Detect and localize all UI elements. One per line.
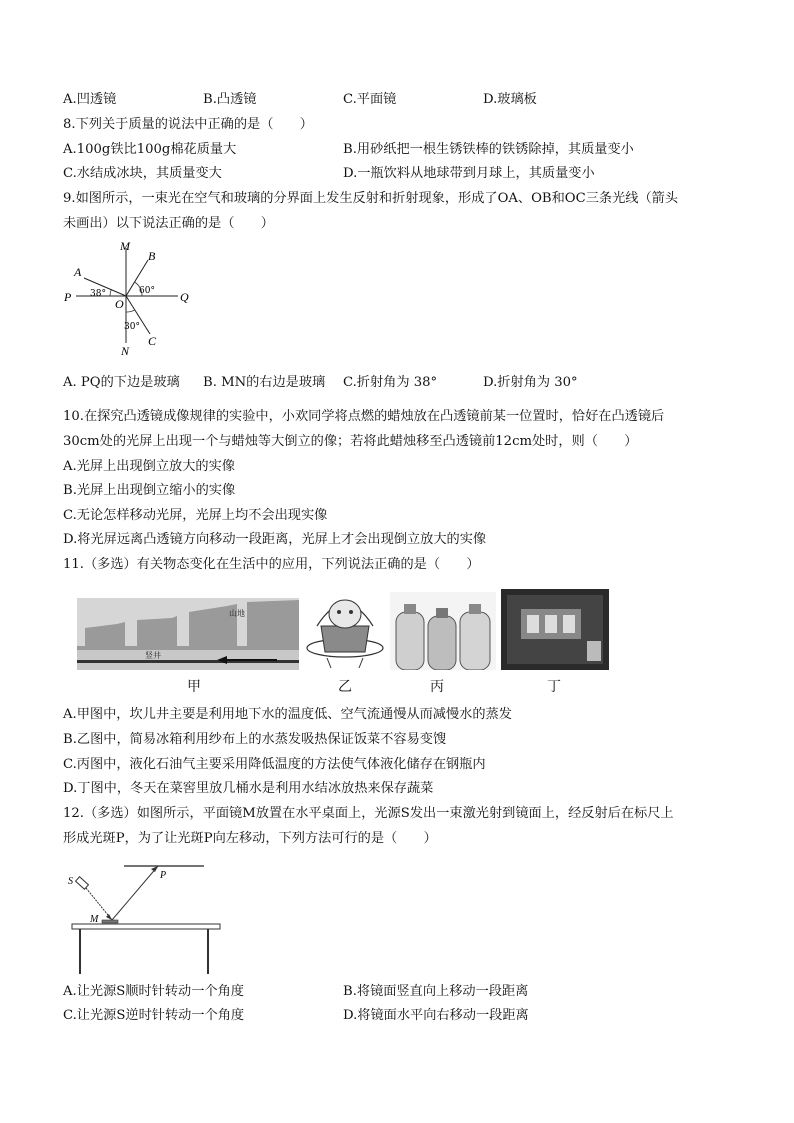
q9-option-a: A. PQ的下边是玻璃 [63,375,180,390]
label-a: A [74,265,82,279]
label-shandi: 山地 [229,609,245,618]
mirror-m [102,920,118,923]
q8-stem: 8.下列关于质量的说法中正确的是（ ） [63,117,313,132]
q10-option-a: A.光屏上出现倒立放大的实像 [63,459,235,474]
label-n: N [121,344,130,358]
angle-label-38: 38° [90,289,106,299]
q9-option-b: B. MN的右边是玻璃 [203,375,326,390]
angle-label-30: 30° [124,322,140,332]
q12-stem-line1: 12.（多选）如图所示，平面镜M放置在水平桌面上，光源S发出一束激光射到镜面上，经反射后在标尺上 [63,806,674,821]
q11-figure-yi-basket [303,586,387,670]
angle-arc-38 [110,289,112,296]
label-b: B [148,249,156,263]
q12-option-d: D.将镜面水平向右移动一段距离 [343,1008,529,1023]
caption-jia: 甲 [187,679,201,695]
q9-light-diagram [60,238,200,363]
q10-stem-line2: 30cm处的光屏上出现一个与蜡烛等大倒立的像；若将此蜡烛移至凸透镜前12cm处时，则（ ） [63,434,638,449]
caption-ding: 丁 [547,679,561,695]
label-c: C [148,334,157,348]
q8-option-a: A.100g铁比100g棉花质量大 [63,142,237,157]
label-s: S [68,876,73,887]
q11-figure-ding-cellar [501,589,609,670]
q8-option-d: D.一瓶饮料从地球带到月球上，其质量变小 [343,166,595,181]
label-shujing: 竖井 [145,651,161,660]
label-p: P [64,290,72,304]
q11-option-c: C.丙图中，液化石油气主要采用降低温度的方法使气体液化储存在钢瓶内 [63,757,486,772]
q9-stem-line1: 9.如图所示，一束光在空气和玻璃的分界面上发生反射和折射现象，形成了OA、OB和OC三条光线（箭头 [63,191,679,206]
q7-option-d: D.玻璃板 [483,92,537,107]
q7-option-c: C.平面镜 [343,92,397,107]
label-m: M [90,914,99,925]
q11-figure-jia-karez [77,598,299,670]
q8-option-c: C.水结成冰块，其质量变大 [63,166,222,181]
label-o: O [115,297,124,311]
q9-option-c: C.折射角为 38° [343,375,438,390]
q10-option-b: B.光屏上出现倒立缩小的实像 [63,483,236,498]
light-source-s [76,877,89,889]
q7-option-b: B.凸透镜 [203,92,257,107]
q12-mirror-diagram [62,858,226,976]
caption-yi: 乙 [338,679,352,695]
label-p: P [160,870,167,881]
q11-stem: 11.（多选）有关物态变化在生活中的应用，下列说法正确的是（ ） [63,557,480,572]
q9-stem-line2: 未画出）以下说法正确的是（ ） [63,216,274,231]
q10-stem-line1: 10.在探究凸透镜成像规律的实验中，小欢同学将点燃的蜡烛放在凸透镜前某一位置时，恰好在凸透镜后 [63,409,665,424]
q11-option-d: D.丁图中，冬天在菜窖里放几桶水是利用水结冰放热来保存蔬菜 [63,781,434,796]
q11-figure-bing-cylinders [390,592,496,670]
q12-option-c: C.让光源S逆时针转动一个角度 [63,1008,245,1023]
q9-option-d: D.折射角为 30° [483,375,578,390]
q7-option-a: A.凹透镜 [63,92,117,107]
q12-option-a: A.让光源S顺时针转动一个角度 [63,984,244,999]
q10-option-d: D.将光屏远离凸透镜方向移动一段距离，光屏上才会出现倒立放大的实像 [63,532,487,547]
caption-bing: 丙 [430,679,444,695]
q11-option-b: B.乙图中，简易冰箱利用纱布上的水蒸发吸热保证饭菜不容易变馊 [63,732,447,747]
label-m: M [120,239,130,253]
angle-label-60: 60° [139,286,155,296]
q10-option-c: C.无论怎样移动光屏，光屏上均不会出现实像 [63,508,328,523]
q12-option-b: B.将镜面竖直向上移动一段距离 [343,984,529,999]
q11-option-a: A.甲图中，坎儿井主要是利用地下水的温度低、空气流通慢从而减慢水的蒸发 [63,707,512,722]
q12-stem-line2: 形成光斑P，为了让光斑P向左移动，下列方法可行的是（ ） [63,831,437,846]
angle-arc-30 [126,310,135,312]
label-q: Q [180,290,189,304]
q8-option-b: B.用砂纸把一根生锈铁棒的铁锈除掉，其质量变小 [343,142,634,157]
